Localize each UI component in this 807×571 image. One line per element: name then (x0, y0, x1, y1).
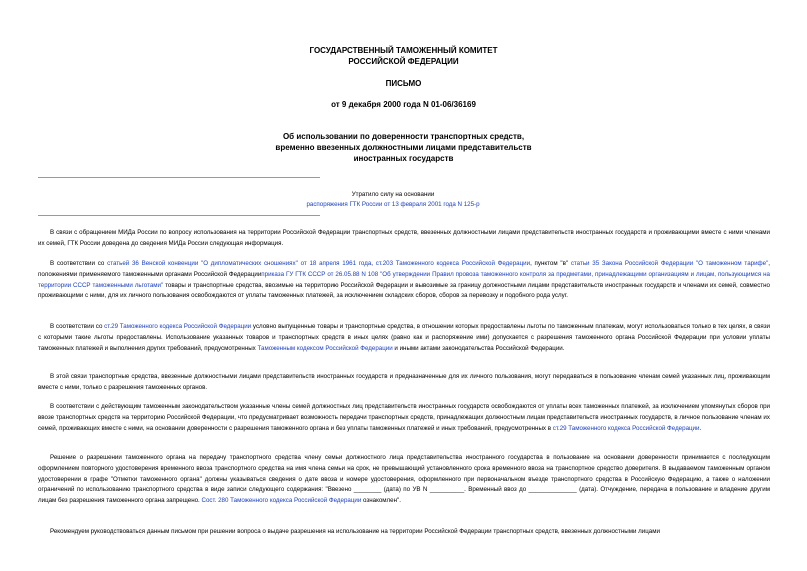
customs-code-art203-link[interactable]: ст.203 Таможенного кодекса Российской Федерации (375, 260, 531, 267)
document-type: ПИСЬМО (385, 79, 422, 88)
vienna-convention-link[interactable]: статьей 36 Венской конвенции "О дипломатических сношениях" от 18 апреля 1961 года (107, 260, 372, 267)
customs-code-art29-link-2[interactable]: ст.29 Таможенного кодекса Российской Федерации (552, 424, 700, 432)
divider-top (38, 177, 320, 178)
paragraph-3-text-b: условно выпущенные товары и транспортные средства, в отношении которых предоставлены льготы по таможенным платежам, могут использоваться только в тех целях, в связи с которыми такие льготы предоставлены. Использование указанных товаров и транспортных средств в иных целях (равно как и распоряжение ими) допускается с разрешения таможенного органа Российской Федерации при условии уплаты таможенных платежей и выполнения других требований, предусмотренных (38, 323, 770, 352)
document-title-line-2: временно ввезенных должностными лицами представительств (275, 143, 532, 152)
paragraph-1-text: В связи с обращением МИДа России по вопросу использования на территории Российской Федерации транспортных средств, ввезенных должностными лицами представительств иностранных государств и проживающими вместе с ними членами их семей, ГТК России доведена до сведения МИДа России следующая информация. (38, 229, 770, 247)
customs-code-link[interactable]: Таможенным кодексом Российской Федерации (257, 344, 393, 352)
paragraph-6 (38, 453, 770, 507)
paragraph-6-text-a: Решение о разрешении таможенного органа на передачу транспортного средства члену семьи должностного лица представительства иностранного государства в пользование на основании доверенности принимается с последующим оформлением повторного удостоверения временного ввоза транспортного средства на имя члена семьи на срок, не превышающий установленного срока временного ввоза на транспортное средство доверителя. В выдаваемом таможенным органом удостоверении в графе "Отметки таможенного органа" должны указываться сведения о дате ввоза и номере удостоверения, оформленного при первоначальном въезде транспортного средства в Российскую Федерацию, а также о наложении ограничений по использованию транспортного средства в виде записи следующего содержания: "Ввезено ________ (дата) по УВ N __________. Временный ввоз до ______________ (дата). Отчуждение, передача в пользование и владение другим лицам без разрешения таможенного органа запрещено. (38, 454, 770, 505)
paragraph-7 (38, 527, 770, 538)
paragraph-3 (38, 322, 770, 354)
paragraph-5-text-b: . (699, 424, 702, 432)
paragraph-2-text-d: , положениями применяемого таможенными органами Российской Федерации (38, 260, 770, 278)
paragraph-3-text-a: В соответствии со (50, 323, 105, 330)
org-name-line-1: ГОСУДАРСТВЕННЫЙ ТАМОЖЕННЫЙ КОМИТЕТ (309, 46, 498, 55)
paragraph-4 (38, 372, 770, 394)
paragraph-2-text-a: В соответствии со (50, 260, 108, 267)
paragraph-3-text-c: и иными актами законодательства Российской Федерации. (392, 344, 565, 352)
status-notice (303, 190, 483, 210)
customs-tariff-law-link[interactable]: статьи 35 Закона Российской Федерации "О таможенном тарифе" (570, 260, 769, 267)
paragraph-1 (38, 228, 770, 250)
status-notice-text: Утратило силу на основании (351, 191, 435, 198)
paragraph-5-text-a: В соответствии с действующим таможенным законодательством указанные члены семей должностных лиц представительств иностранных государств освобождаются от уплаты всех таможенных платежей, за исключением упомянутых сборов при ввозе транспортных средств на территорию Российской Федерации, что предусматривает возможность передачи транспортных средств, принадлежащих должностным лицам представительств иностранных государств, в личное пользование членам их семей, проживающих вместе с ними, на основании доверенности с разрешения таможенного органа и без уплаты таможенных платежей и иных требований, предусмотренных в (38, 403, 770, 432)
org-name-line-2: РОССИЙСКОЙ ФЕДЕРАЦИИ (348, 57, 459, 66)
paragraph-2-text-c: , пунктом "в" (530, 260, 571, 267)
document-date-number: от 9 декабря 2000 года N 01-06/36169 (331, 100, 476, 109)
divider-bottom (38, 215, 320, 216)
paragraph-7-text: Рекомендуем руководствоваться данным письмом при решении вопроса о выдаче разрешения на использование на территории Российской Федерации транспортных средств, ввезенных должностными лицами (50, 528, 660, 535)
customs-code-art29-link[interactable]: ст.29 Таможенного кодекса Российской Федерации (104, 323, 252, 330)
paragraph-4-text: В этой связи транспортные средства, ввезенные должностными лицами представительств иностранных государств и предназначенные для их личного пользования, могут передаваться в пользование членам семей указанных лиц, проживающим вместе с ними, только с разрешения таможенных органов. (38, 373, 770, 391)
paragraph-2 (38, 259, 770, 302)
document-title-line-3: иностранных государств (353, 154, 454, 163)
document-title-line-1: Об использовании по доверенности транспортных средств, (282, 132, 525, 141)
paragraph-2-text-b: , (371, 260, 376, 267)
customs-code-art280-link[interactable]: Сост. 280 Таможенного кодекса Российской Федерации (201, 497, 362, 505)
paragraph-2-text-e: товары и транспортные средства, ввозимые на территорию Российской Федерации и вывозимые за границу должностными лицами представительств иностранных государств и членами их семей, совместно проживающими с ними, для их личного пользования освобождаются от уплаты таможенных платежей, за исключением складских сборов, сборов за перевозку и подобного рода услуг. (38, 281, 770, 300)
order-108-link[interactable]: приказа ГУ ГТК СССР от 26.05.88 N 108 "Об утверждении Правил провоза таможенного контроля за предметами, принадлежащими организациям и лицам, пользующимся на территории СССР таможенными льготами" (38, 270, 770, 289)
repeal-order-link[interactable]: распоряжения ГТК России от 13 февраля 2001 года N 125-р (306, 201, 480, 208)
paragraph-5 (38, 402, 770, 434)
paragraph-6-text-b: ознакомлен". (361, 497, 401, 505)
